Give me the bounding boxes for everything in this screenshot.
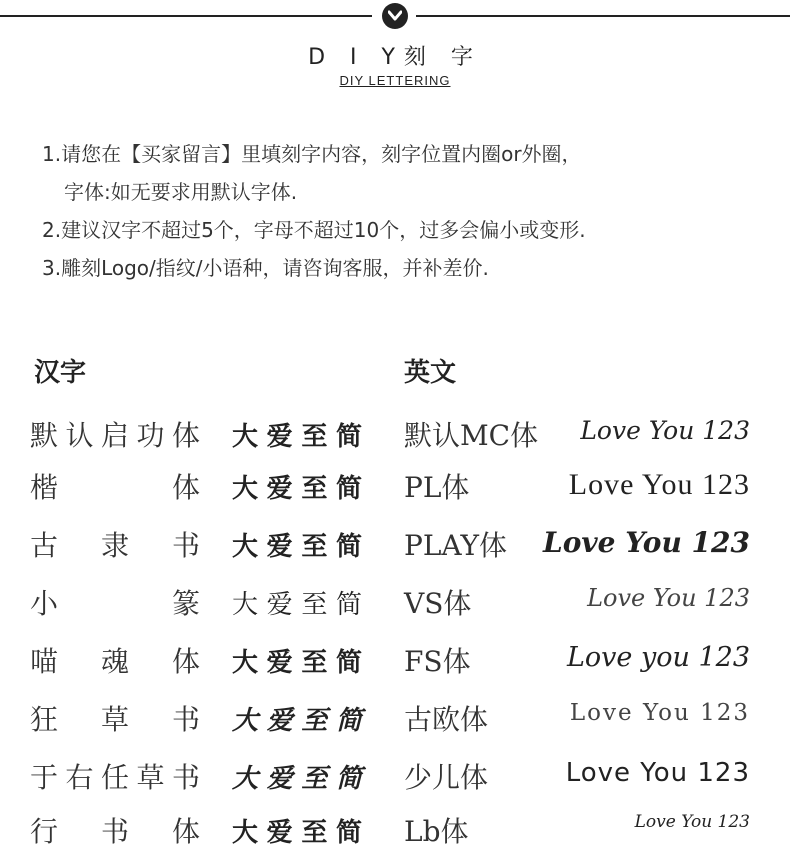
- font-name-char: 隶: [100, 529, 129, 562]
- english-font-name: VS体: [404, 587, 472, 620]
- chinese-sample-text: [232, 700, 362, 737]
- font-name-char: 行: [30, 815, 59, 848]
- chinese-sample-text: [232, 642, 362, 679]
- section-heading-english: 英文: [404, 358, 457, 388]
- font-name-char: 草: [136, 761, 165, 794]
- chinese-font-name: [30, 582, 200, 622]
- font-name-char: 体: [171, 419, 200, 452]
- sample-char: 至: [301, 706, 328, 736]
- sample-char: 简: [335, 474, 362, 504]
- chinese-sample-text: [232, 584, 362, 621]
- note-text: 2.建议汉字不超过5个，字母不超过10个，过多会偏小或变形.: [42, 218, 586, 242]
- font-name-char: 启: [100, 419, 129, 452]
- font-name-char: 任: [100, 761, 129, 794]
- page-subtitle: DIY LETTERING: [339, 73, 451, 88]
- sample-char: 大: [232, 764, 259, 794]
- note-item: [42, 254, 782, 282]
- english-sample-text: Love You 123: [580, 416, 750, 445]
- sample-char: 大: [232, 474, 259, 504]
- font-name-char: 默: [30, 419, 59, 452]
- font-row: [0, 462, 790, 512]
- chinese-font-name: [30, 756, 200, 796]
- font-name-char: 认: [65, 419, 94, 452]
- english-font-name: PL体: [404, 471, 470, 504]
- font-name-char: 于: [30, 761, 59, 794]
- font-name-char: 体: [171, 471, 200, 504]
- sample-char: 爱: [266, 474, 293, 504]
- english-sample-text: Love You 123: [587, 584, 750, 612]
- font-name-char: 小: [30, 587, 59, 620]
- sample-char: 爱: [266, 818, 293, 848]
- sample-char: 简: [335, 764, 362, 794]
- section-heading-chinese: 汉字: [34, 358, 87, 388]
- sample-char: 大: [232, 818, 259, 848]
- font-name-char: 楷: [30, 471, 59, 504]
- font-name-char: 狂: [30, 703, 59, 736]
- chinese-font-name: [30, 698, 200, 738]
- note-text: 1.请您在【买家留言】里填刻字内容，刻字位置内圈or外圈，: [42, 142, 582, 166]
- font-name-char: 古: [30, 529, 59, 562]
- font-name-char: 书: [171, 529, 200, 562]
- font-row: [0, 520, 790, 570]
- sample-char: 爱: [266, 422, 293, 452]
- english-font-name: Lb体: [404, 815, 469, 848]
- sample-char: 简: [335, 648, 362, 678]
- sample-char: 简: [335, 818, 362, 848]
- font-row: [0, 806, 790, 856]
- sample-char: 爱: [266, 706, 293, 736]
- sample-char: 至: [301, 590, 328, 620]
- english-sample-text: Love You 123: [565, 758, 750, 788]
- note-item: [42, 140, 782, 206]
- sample-char: 爱: [266, 590, 293, 620]
- chinese-sample-text: [232, 812, 362, 849]
- english-sample-text: Love You 123: [634, 812, 750, 832]
- chevron-down-icon: [382, 3, 408, 29]
- font-name-char: 功: [136, 419, 165, 452]
- font-name-char: 书: [171, 761, 200, 794]
- sample-char: 大: [232, 648, 259, 678]
- font-name-char: 喵: [30, 645, 59, 678]
- sample-char: 简: [335, 706, 362, 736]
- font-row: [0, 694, 790, 744]
- english-font-name: 少儿体: [404, 761, 489, 794]
- font-row: [0, 752, 790, 802]
- font-name-char: 草: [100, 703, 129, 736]
- notes-list: [42, 140, 782, 292]
- sample-char: 大: [232, 422, 259, 452]
- font-row: [0, 578, 790, 628]
- font-name-char: 篆: [171, 587, 200, 620]
- english-sample-text: Love you 123: [566, 642, 750, 673]
- sample-char: 简: [335, 532, 362, 562]
- sample-char: 简: [335, 590, 362, 620]
- font-row: [0, 410, 790, 460]
- header-rule-left: [0, 15, 372, 17]
- font-name-char: 书: [100, 815, 129, 848]
- english-sample-text: Love You 123: [568, 468, 750, 501]
- note-item: [42, 216, 782, 244]
- sample-char: 至: [301, 532, 328, 562]
- sample-char: 至: [301, 422, 328, 452]
- english-font-name: FS体: [404, 645, 471, 678]
- chinese-font-name: [30, 466, 200, 506]
- font-name-char: 书: [171, 703, 200, 736]
- chinese-sample-text: [232, 416, 362, 453]
- sample-char: 至: [301, 474, 328, 504]
- english-sample-text: Love You 123: [543, 526, 750, 559]
- chinese-sample-text: [232, 526, 362, 563]
- sample-char: 简: [335, 422, 362, 452]
- font-name-char: 右: [65, 761, 94, 794]
- page-title: D I Y刻 字: [308, 45, 482, 70]
- note-continuation: 字体:如无要求用默认字体.: [64, 180, 298, 204]
- english-font-name: PLAY体: [404, 529, 508, 562]
- sample-char: 大: [232, 590, 259, 620]
- sample-char: 大: [232, 706, 259, 736]
- font-name-char: 体: [171, 815, 200, 848]
- chinese-sample-text: [232, 758, 362, 795]
- sample-char: 爱: [266, 648, 293, 678]
- sample-char: 爱: [266, 532, 293, 562]
- font-row: [0, 636, 790, 686]
- sample-char: 至: [301, 818, 328, 848]
- sample-char: 至: [301, 648, 328, 678]
- note-text: 3.雕刻Logo/指纹/小语种，请咨询客服，并补差价.: [42, 256, 489, 280]
- sample-char: 大: [232, 532, 259, 562]
- chinese-font-name: [30, 524, 200, 564]
- chinese-font-name: [30, 640, 200, 680]
- chinese-sample-text: [232, 468, 362, 505]
- english-sample-text: Love You 123: [569, 700, 750, 726]
- sample-char: 爱: [266, 764, 293, 794]
- english-font-name: 默认MC体: [404, 419, 539, 452]
- chinese-font-name: [30, 414, 200, 454]
- chinese-font-name: [30, 810, 200, 850]
- font-name-char: 体: [171, 645, 200, 678]
- header-rule-right: [416, 15, 790, 17]
- english-font-name: 古欧体: [404, 703, 489, 736]
- font-name-char: 魂: [100, 645, 129, 678]
- sample-char: 至: [301, 764, 328, 794]
